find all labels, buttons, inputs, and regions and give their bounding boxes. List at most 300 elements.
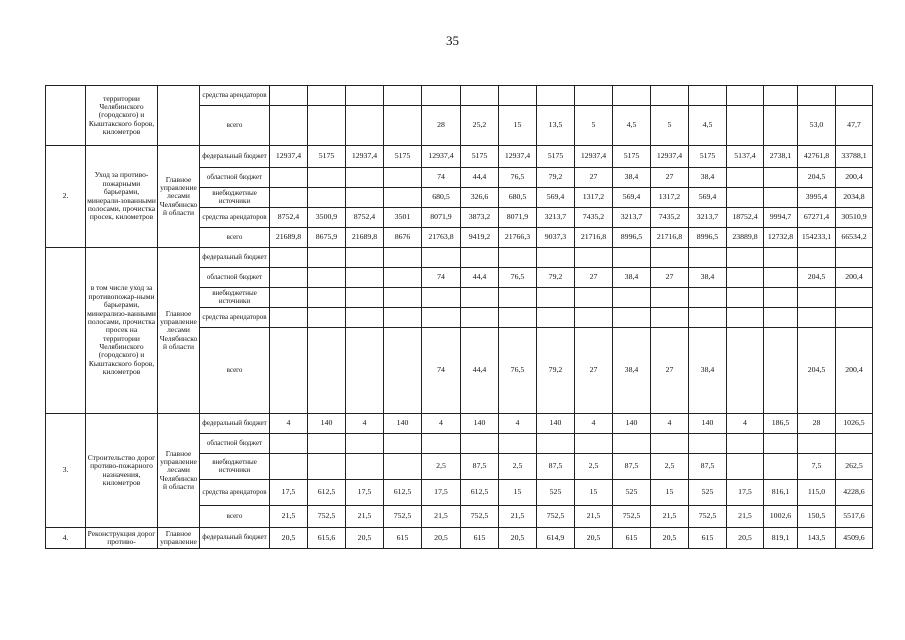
value-cell: 4,5 [689, 106, 727, 146]
value-cell [613, 288, 651, 308]
value-cell [836, 434, 873, 454]
value-cell [689, 86, 727, 106]
value-cell: 5175 [384, 146, 422, 168]
activity-description-cell: Реконструкция дорог противо- [86, 528, 158, 549]
value-cell [308, 268, 346, 288]
value-cell: 5175 [613, 146, 651, 168]
value-cell: 13,5 [537, 106, 575, 146]
value-cell [499, 248, 537, 268]
value-cell [689, 308, 727, 328]
value-cell: 12732,8 [764, 228, 798, 248]
value-cell [651, 248, 689, 268]
value-cell [798, 248, 836, 268]
value-cell: 5137,4 [727, 146, 764, 168]
value-cell: 38,4 [689, 168, 727, 188]
value-cell: 525 [689, 480, 727, 506]
value-cell: 2,5 [499, 454, 537, 480]
value-cell [308, 308, 346, 328]
value-cell: 9994,7 [764, 208, 798, 228]
value-cell: 44,4 [461, 168, 499, 188]
value-cell [764, 328, 798, 414]
activity-description-cell: в том числе уход за противопожар-ными барьерами, минерализо-ванными полосами, прочистка просек на территории Челябинского (городского) и Кыштакского боров, километров [86, 248, 158, 414]
value-cell [346, 288, 384, 308]
value-cell: 74 [422, 168, 461, 188]
value-cell: 9037,3 [537, 228, 575, 248]
value-cell: 79,2 [537, 168, 575, 188]
value-cell: 21,5 [575, 506, 613, 528]
value-cell: 79,2 [537, 268, 575, 288]
value-cell: 42761,8 [798, 146, 836, 168]
value-cell [384, 268, 422, 288]
funding-source-cell: всего [200, 228, 270, 248]
value-cell: 21,5 [499, 506, 537, 528]
value-cell [836, 308, 873, 328]
value-cell [461, 248, 499, 268]
budget-table [45, 85, 873, 549]
value-cell: 3500,9 [308, 208, 346, 228]
value-cell: 44,4 [461, 268, 499, 288]
value-cell [537, 308, 575, 328]
value-cell: 74 [422, 328, 461, 414]
funding-source-cell: федеральный бюджет [200, 528, 270, 549]
value-cell: 4 [499, 414, 537, 434]
value-cell [308, 86, 346, 106]
value-cell: 8675,9 [308, 228, 346, 248]
value-cell: 8752,4 [346, 208, 384, 228]
row-number-cell: 4. [46, 528, 86, 549]
value-cell [461, 434, 499, 454]
table-row [46, 528, 873, 549]
responsible-org-cell: Главное управление лесами Челябинской области [158, 248, 200, 414]
activity-description-cell: территории Челябинского (городского) и Кыштакского боров, километров [86, 86, 158, 146]
funding-source-cell: всего [200, 328, 270, 414]
value-cell: 140 [308, 414, 346, 434]
value-cell: 9419,2 [461, 228, 499, 248]
value-cell: 76,5 [499, 268, 537, 288]
value-cell: 525 [613, 480, 651, 506]
funding-source-cell: всего [200, 106, 270, 146]
value-cell [422, 248, 461, 268]
value-cell: 204,5 [798, 168, 836, 188]
value-cell [384, 328, 422, 414]
responsible-org-cell: Главное управление лесами Челябинской области [158, 146, 200, 248]
value-cell: 819,1 [764, 528, 798, 549]
value-cell [384, 454, 422, 480]
value-cell: 20,5 [422, 528, 461, 549]
row-number-cell: 3. [46, 414, 86, 528]
value-cell: 752,5 [308, 506, 346, 528]
funding-source-cell: средства арендаторов [200, 86, 270, 106]
value-cell: 4 [575, 414, 613, 434]
value-cell [384, 106, 422, 146]
value-cell: 615 [461, 528, 499, 549]
value-cell [308, 454, 346, 480]
value-cell: 8752,4 [270, 208, 308, 228]
value-cell: 3213,7 [537, 208, 575, 228]
value-cell: 1026,5 [836, 414, 873, 434]
value-cell: 21,5 [422, 506, 461, 528]
value-cell: 3501 [384, 208, 422, 228]
value-cell: 12937,4 [346, 146, 384, 168]
value-cell [613, 248, 651, 268]
value-cell: 3873,2 [461, 208, 499, 228]
value-cell [727, 168, 764, 188]
value-cell: 79,2 [537, 328, 575, 414]
value-cell: 21,5 [727, 506, 764, 528]
value-cell: 27 [651, 328, 689, 414]
value-cell [384, 248, 422, 268]
value-cell [270, 248, 308, 268]
value-cell [798, 86, 836, 106]
value-cell [764, 268, 798, 288]
value-cell [346, 308, 384, 328]
value-cell: 20,5 [575, 528, 613, 549]
responsible-org-cell [158, 86, 200, 146]
funding-source-cell: областной бюджет [200, 268, 270, 288]
funding-source-cell: областной бюджет [200, 434, 270, 454]
value-cell [836, 248, 873, 268]
value-cell [346, 106, 384, 146]
value-cell [764, 288, 798, 308]
value-cell: 150,5 [798, 506, 836, 528]
value-cell: 17,5 [270, 480, 308, 506]
value-cell: 28 [422, 106, 461, 146]
value-cell [651, 308, 689, 328]
responsible-org-cell: Главное управление лесами Челябинской области [158, 414, 200, 528]
value-cell [689, 288, 727, 308]
value-cell: 4509,6 [836, 528, 873, 549]
value-cell [836, 288, 873, 308]
value-cell [346, 188, 384, 208]
responsible-org-cell: Главное управление [158, 528, 200, 549]
value-cell: 7,5 [798, 454, 836, 480]
value-cell: 8071,9 [422, 208, 461, 228]
value-cell: 140 [461, 414, 499, 434]
value-cell [346, 454, 384, 480]
value-cell: 752,5 [537, 506, 575, 528]
value-cell: 752,5 [384, 506, 422, 528]
value-cell [422, 288, 461, 308]
value-cell: 752,5 [613, 506, 651, 528]
value-cell: 67271,4 [798, 208, 836, 228]
value-cell [651, 86, 689, 106]
value-cell: 76,5 [499, 328, 537, 414]
value-cell [764, 168, 798, 188]
value-cell: 7435,2 [651, 208, 689, 228]
value-cell: 15 [499, 480, 537, 506]
value-cell: 21,5 [651, 506, 689, 528]
value-cell: 4 [651, 414, 689, 434]
value-cell [727, 308, 764, 328]
funding-source-cell: федеральный бюджет [200, 146, 270, 168]
value-cell: 21763,8 [422, 228, 461, 248]
value-cell [461, 308, 499, 328]
value-cell: 17,5 [727, 480, 764, 506]
funding-source-cell: средства арендаторов [200, 208, 270, 228]
value-cell [270, 328, 308, 414]
value-cell [575, 308, 613, 328]
value-cell [499, 288, 537, 308]
value-cell [308, 328, 346, 414]
value-cell [270, 86, 308, 106]
value-cell [836, 86, 873, 106]
value-cell: 12937,4 [270, 146, 308, 168]
value-cell: 18752,4 [727, 208, 764, 228]
value-cell: 154233,1 [798, 228, 836, 248]
value-cell [727, 248, 764, 268]
value-cell: 17,5 [422, 480, 461, 506]
value-cell: 15 [575, 480, 613, 506]
value-cell [764, 308, 798, 328]
value-cell [764, 434, 798, 454]
value-cell [270, 188, 308, 208]
table-row [46, 86, 873, 106]
value-cell: 816,1 [764, 480, 798, 506]
value-cell: 17,5 [346, 480, 384, 506]
value-cell: 3213,7 [689, 208, 727, 228]
value-cell: 3213,7 [613, 208, 651, 228]
value-cell [727, 328, 764, 414]
value-cell: 4 [422, 414, 461, 434]
value-cell: 2738,1 [764, 146, 798, 168]
value-cell: 140 [613, 414, 651, 434]
value-cell [727, 268, 764, 288]
value-cell: 87,5 [537, 454, 575, 480]
value-cell: 140 [537, 414, 575, 434]
value-cell: 1317,2 [575, 188, 613, 208]
value-cell: 200,4 [836, 328, 873, 414]
value-cell: 21716,8 [575, 228, 613, 248]
value-cell [346, 434, 384, 454]
value-cell [270, 268, 308, 288]
value-cell: 27 [651, 268, 689, 288]
value-cell: 615 [384, 528, 422, 549]
value-cell: 200,4 [836, 168, 873, 188]
value-cell [270, 434, 308, 454]
value-cell: 5175 [308, 146, 346, 168]
value-cell: 8071,9 [499, 208, 537, 228]
value-cell: 87,5 [613, 454, 651, 480]
value-cell: 2,5 [575, 454, 613, 480]
value-cell: 615,6 [308, 528, 346, 549]
value-cell: 20,5 [270, 528, 308, 549]
value-cell: 27 [575, 328, 613, 414]
row-number-cell [46, 86, 86, 146]
value-cell: 115,0 [798, 480, 836, 506]
value-cell: 44,4 [461, 328, 499, 414]
value-cell: 21766,3 [499, 228, 537, 248]
value-cell [499, 434, 537, 454]
value-cell [798, 308, 836, 328]
value-cell: 21,5 [346, 506, 384, 528]
value-cell: 186,5 [764, 414, 798, 434]
value-cell [689, 248, 727, 268]
value-cell: 525 [537, 480, 575, 506]
value-cell [422, 434, 461, 454]
value-cell [499, 86, 537, 106]
value-cell [727, 106, 764, 146]
value-cell: 33788,1 [836, 146, 873, 168]
value-cell: 8996,5 [613, 228, 651, 248]
funding-source-cell: федеральный бюджет [200, 414, 270, 434]
value-cell: 21716,8 [651, 228, 689, 248]
value-cell: 38,4 [689, 328, 727, 414]
value-cell: 87,5 [689, 454, 727, 480]
value-cell: 612,5 [308, 480, 346, 506]
value-cell: 12937,4 [651, 146, 689, 168]
value-cell: 2,5 [422, 454, 461, 480]
value-cell: 20,5 [651, 528, 689, 549]
value-cell [499, 308, 537, 328]
value-cell: 27 [575, 168, 613, 188]
value-cell [764, 106, 798, 146]
value-cell [537, 248, 575, 268]
value-cell: 20,5 [346, 528, 384, 549]
value-cell [764, 86, 798, 106]
value-cell: 4 [727, 414, 764, 434]
funding-source-cell: средства арендаторов [200, 308, 270, 328]
value-cell: 140 [384, 414, 422, 434]
value-cell: 38,4 [689, 268, 727, 288]
value-cell: 21,5 [270, 506, 308, 528]
funding-source-cell: внебюджетные источники [200, 454, 270, 480]
value-cell [384, 434, 422, 454]
value-cell [270, 106, 308, 146]
value-cell [308, 248, 346, 268]
value-cell: 38,4 [613, 328, 651, 414]
value-cell: 569,4 [689, 188, 727, 208]
value-cell: 25,2 [461, 106, 499, 146]
value-cell: 4 [270, 414, 308, 434]
funding-source-cell: всего [200, 506, 270, 528]
funding-source-cell: внебюджетные источники [200, 188, 270, 208]
row-number-cell: 2. [46, 146, 86, 248]
value-cell [798, 434, 836, 454]
value-cell [308, 188, 346, 208]
value-cell: 20,5 [727, 528, 764, 549]
value-cell [270, 168, 308, 188]
value-cell [764, 188, 798, 208]
value-cell: 27 [575, 268, 613, 288]
value-cell [575, 86, 613, 106]
value-cell: 38,4 [613, 268, 651, 288]
value-cell [384, 188, 422, 208]
value-cell [727, 454, 764, 480]
value-cell: 612,5 [461, 480, 499, 506]
value-cell: 76,5 [499, 168, 537, 188]
value-cell: 752,5 [461, 506, 499, 528]
value-cell: 569,4 [613, 188, 651, 208]
value-cell: 15 [499, 106, 537, 146]
value-cell: 204,5 [798, 268, 836, 288]
funding-source-cell: федеральный бюджет [200, 248, 270, 268]
value-cell [613, 434, 651, 454]
value-cell [764, 248, 798, 268]
table-row [46, 414, 873, 434]
value-cell: 12937,4 [499, 146, 537, 168]
value-cell: 5517,6 [836, 506, 873, 528]
value-cell [270, 288, 308, 308]
value-cell: 8996,5 [689, 228, 727, 248]
value-cell: 5175 [689, 146, 727, 168]
value-cell [461, 86, 499, 106]
table-row [46, 248, 873, 268]
value-cell: 3995,4 [798, 188, 836, 208]
value-cell: 204,5 [798, 328, 836, 414]
value-cell: 4 [346, 414, 384, 434]
value-cell [727, 434, 764, 454]
value-cell: 5175 [461, 146, 499, 168]
value-cell: 5 [575, 106, 613, 146]
value-cell [346, 268, 384, 288]
value-cell [346, 248, 384, 268]
value-cell: 140 [689, 414, 727, 434]
value-cell [537, 288, 575, 308]
value-cell: 615 [689, 528, 727, 549]
value-cell: 12937,4 [422, 146, 461, 168]
value-cell [308, 434, 346, 454]
value-cell: 30510,9 [836, 208, 873, 228]
value-cell: 569,4 [537, 188, 575, 208]
value-cell: 66534,2 [836, 228, 873, 248]
value-cell [689, 434, 727, 454]
value-cell: 23889,8 [727, 228, 764, 248]
value-cell: 5175 [537, 146, 575, 168]
value-cell: 326,6 [461, 188, 499, 208]
value-cell: 7435,2 [575, 208, 613, 228]
value-cell: 87,5 [461, 454, 499, 480]
value-cell [270, 308, 308, 328]
value-cell [651, 434, 689, 454]
value-cell: 53,0 [798, 106, 836, 146]
funding-source-cell: средства арендаторов [200, 480, 270, 506]
value-cell [798, 288, 836, 308]
value-cell [537, 86, 575, 106]
value-cell [613, 308, 651, 328]
row-number-cell [46, 248, 86, 414]
value-cell [613, 86, 651, 106]
value-cell [727, 188, 764, 208]
value-cell [727, 86, 764, 106]
value-cell [384, 308, 422, 328]
value-cell: 21689,8 [346, 228, 384, 248]
page-number: 35 [446, 33, 459, 48]
value-cell: 4228,6 [836, 480, 873, 506]
value-cell: 5 [651, 106, 689, 146]
activity-description-cell: Строительство дорог противо-пожарного назначения, километров [86, 414, 158, 528]
value-cell [308, 106, 346, 146]
value-cell [308, 288, 346, 308]
value-cell [651, 288, 689, 308]
value-cell: 614,9 [537, 528, 575, 549]
value-cell [308, 168, 346, 188]
value-cell: 612,5 [384, 480, 422, 506]
value-cell: 143,5 [798, 528, 836, 549]
value-cell [575, 434, 613, 454]
table-body [46, 86, 873, 549]
value-cell: 21689,8 [270, 228, 308, 248]
value-cell: 74 [422, 268, 461, 288]
value-cell [384, 288, 422, 308]
value-cell: 1317,2 [651, 188, 689, 208]
value-cell: 2034,8 [836, 188, 873, 208]
funding-source-cell: внебюджетные источники [200, 288, 270, 308]
funding-source-cell: областной бюджет [200, 168, 270, 188]
value-cell: 262,5 [836, 454, 873, 480]
value-cell [270, 454, 308, 480]
value-cell: 15 [651, 480, 689, 506]
value-cell: 38,4 [613, 168, 651, 188]
